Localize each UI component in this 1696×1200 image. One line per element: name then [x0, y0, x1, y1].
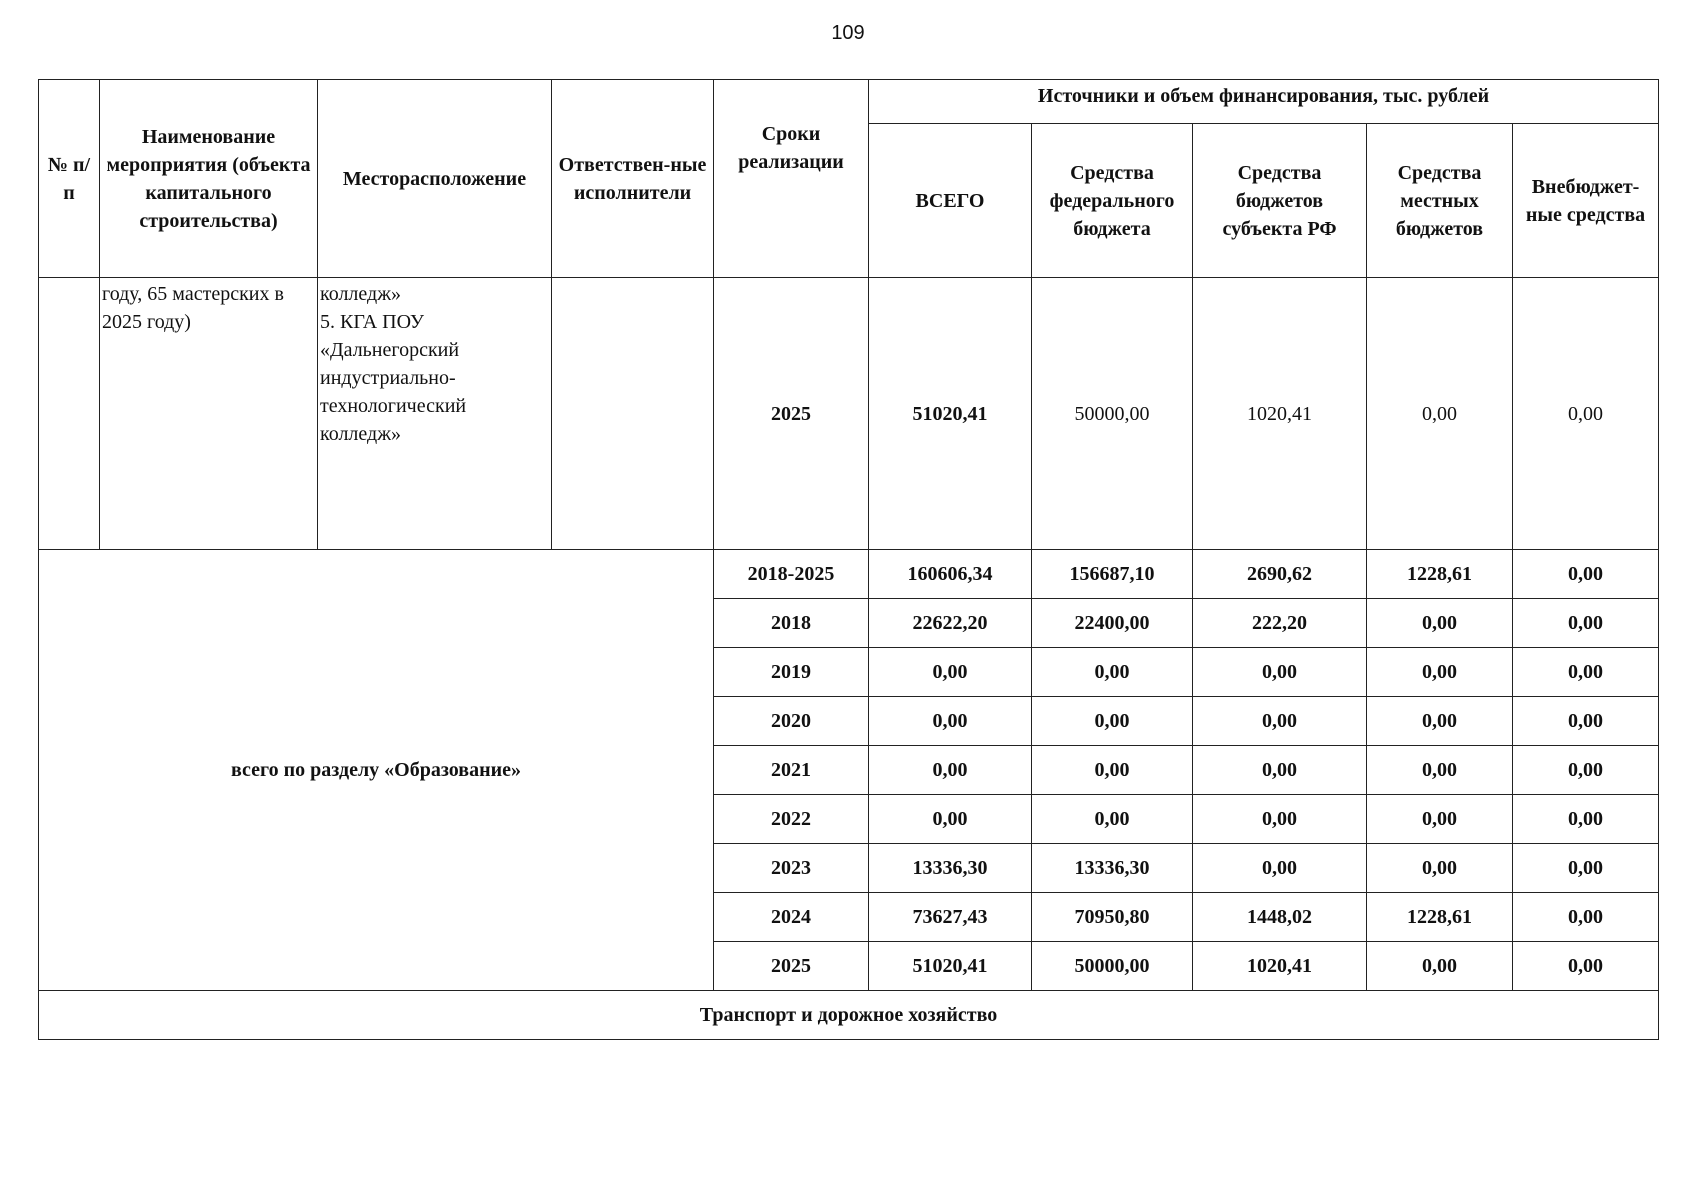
section-heading: Транспорт и дорожное хозяйство [39, 991, 1659, 1040]
summary-extra: 0,00 [1513, 795, 1659, 844]
header-num: № п/п [39, 80, 100, 278]
summary-subject: 0,00 [1193, 697, 1367, 746]
item-federal: 50000,00 [1032, 278, 1193, 550]
summary-total: 0,00 [869, 795, 1032, 844]
summary-federal: 156687,10 [1032, 550, 1193, 599]
summary-extra: 0,00 [1513, 893, 1659, 942]
item-subject: 1020,41 [1193, 278, 1367, 550]
item-year: 2025 [714, 278, 869, 550]
summary-local: 1228,61 [1367, 893, 1513, 942]
summary-extra: 0,00 [1513, 844, 1659, 893]
summary-federal: 13336,30 [1032, 844, 1193, 893]
summary-year: 2023 [714, 844, 869, 893]
item-location [318, 278, 552, 550]
item-name [100, 278, 318, 550]
header-total: ВСЕГО [869, 124, 1032, 278]
summary-local: 0,00 [1367, 942, 1513, 991]
summary-year: 2020 [714, 697, 869, 746]
item-name-line: году, 65 мастерских в [102, 283, 284, 305]
funding-table [38, 79, 1659, 1040]
summary-subject: 1020,41 [1193, 942, 1367, 991]
summary-federal: 22400,00 [1032, 599, 1193, 648]
summary-federal: 0,00 [1032, 697, 1193, 746]
item-local: 0,00 [1367, 278, 1513, 550]
item-location-line: индустриально- [320, 367, 456, 389]
summary-year: 2024 [714, 893, 869, 942]
summary-local: 0,00 [1367, 746, 1513, 795]
summary-extra: 0,00 [1513, 599, 1659, 648]
summary-federal: 70950,80 [1032, 893, 1193, 942]
item-name-line: 2025 году) [102, 311, 191, 333]
summary-local: 0,00 [1367, 599, 1513, 648]
header-terms: Сроки реализации [714, 80, 869, 278]
summary-year: 2018 [714, 599, 869, 648]
header-funding-group: Источники и объем финансирования, тыс. рублей [869, 80, 1659, 124]
item-location-line: 5. КГА ПОУ [320, 311, 425, 333]
summary-subject: 0,00 [1193, 648, 1367, 697]
summary-total: 0,00 [869, 746, 1032, 795]
item-row [39, 278, 1659, 550]
summary-extra: 0,00 [1513, 697, 1659, 746]
summary-total: 13336,30 [869, 844, 1032, 893]
summary-total: 160606,34 [869, 550, 1032, 599]
header-location: Месторасположение [318, 80, 552, 278]
summary-year: 2021 [714, 746, 869, 795]
summary-federal: 0,00 [1032, 746, 1193, 795]
summary-subject: 1448,02 [1193, 893, 1367, 942]
item-total: 51020,41 [869, 278, 1032, 550]
header-local: Средства местных бюджетов [1367, 124, 1513, 278]
summary-federal: 0,00 [1032, 795, 1193, 844]
summary-extra: 0,00 [1513, 746, 1659, 795]
item-location-line: колледж» [320, 283, 402, 305]
item-location-line: колледж» [320, 423, 402, 445]
summary-total: 73627,43 [869, 893, 1032, 942]
summary-subject: 0,00 [1193, 746, 1367, 795]
summary-extra: 0,00 [1513, 648, 1659, 697]
summary-local: 0,00 [1367, 697, 1513, 746]
summary-year: 2022 [714, 795, 869, 844]
header-subject: Средства бюджетов субъекта РФ [1193, 124, 1367, 278]
summary-label: всего по разделу «Образование» [39, 550, 714, 991]
summary-total: 0,00 [869, 697, 1032, 746]
summary-subject: 0,00 [1193, 795, 1367, 844]
summary-total: 22622,20 [869, 599, 1032, 648]
header-name: Наименование мероприятия (объекта капитального строительства) [100, 80, 318, 278]
summary-extra: 0,00 [1513, 942, 1659, 991]
summary-subject: 0,00 [1193, 844, 1367, 893]
summary-local: 0,00 [1367, 844, 1513, 893]
summary-federal: 50000,00 [1032, 942, 1193, 991]
summary-subject: 222,20 [1193, 599, 1367, 648]
header-extra: Внебюджет-ные средства [1513, 124, 1659, 278]
item-location-line: «Дальнегорский [320, 339, 460, 361]
summary-year: 2018-2025 [714, 550, 869, 599]
section-row [39, 991, 1659, 1040]
summary-local: 0,00 [1367, 795, 1513, 844]
summary-extra: 0,00 [1513, 550, 1659, 599]
header-executors: Ответствен-ные исполнители [552, 80, 714, 278]
summary-year: 2025 [714, 942, 869, 991]
summary-total: 0,00 [869, 648, 1032, 697]
summary-local: 1228,61 [1367, 550, 1513, 599]
item-num [39, 278, 100, 550]
summary-subject: 2690,62 [1193, 550, 1367, 599]
summary-row [39, 550, 1659, 599]
item-extra: 0,00 [1513, 278, 1659, 550]
header-federal: Средства федерального бюджета [1032, 124, 1193, 278]
item-location-line: технологический [320, 395, 467, 417]
page-number: 109 [831, 22, 865, 44]
summary-year: 2019 [714, 648, 869, 697]
summary-total: 51020,41 [869, 942, 1032, 991]
summary-local: 0,00 [1367, 648, 1513, 697]
item-executors [552, 278, 714, 550]
summary-federal: 0,00 [1032, 648, 1193, 697]
